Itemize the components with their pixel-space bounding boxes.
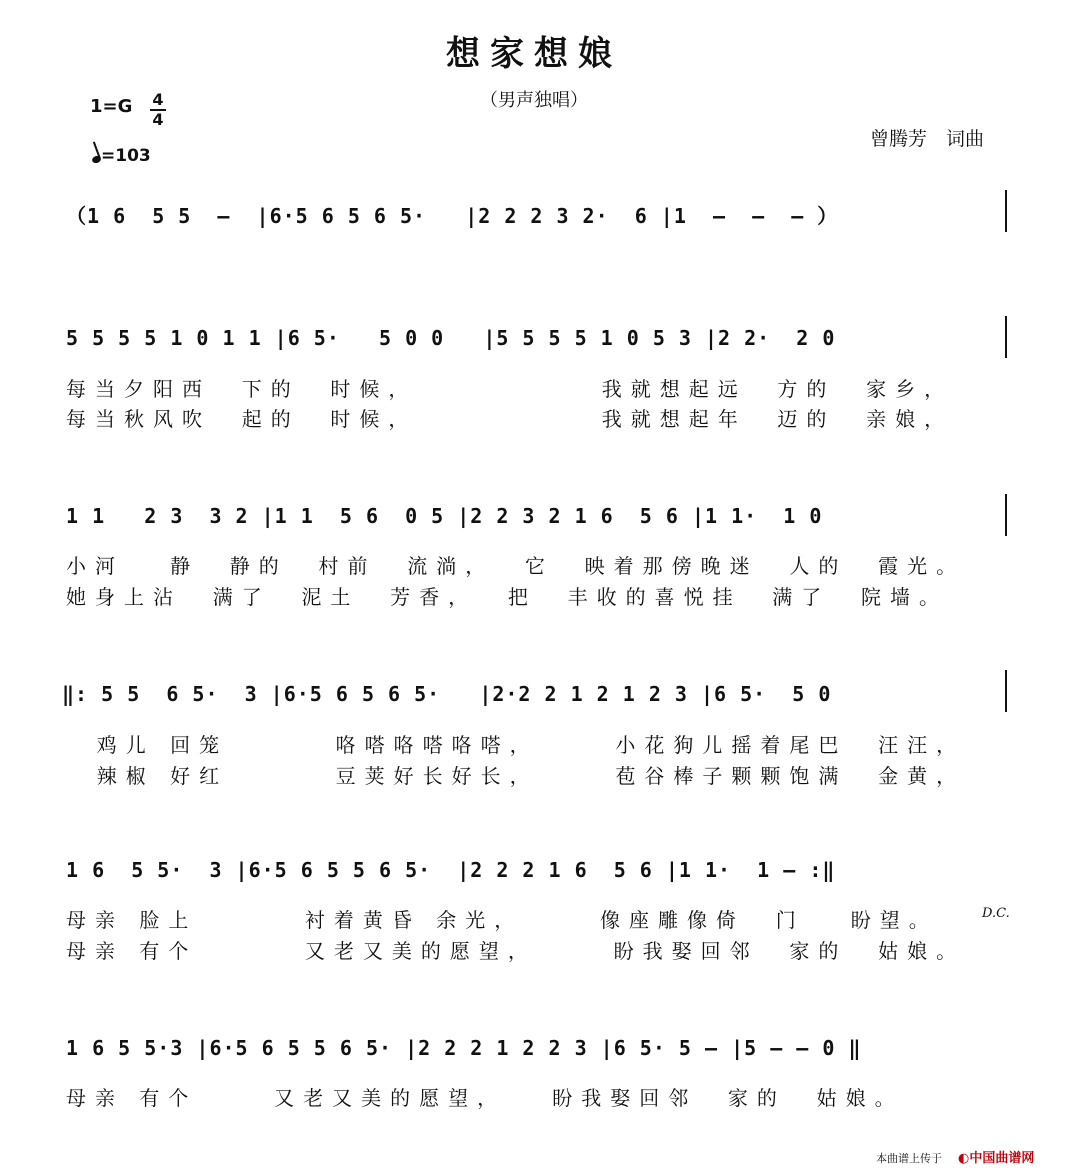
barline-end-4	[1005, 670, 1007, 712]
barline-end-3	[1005, 494, 1007, 536]
footer-upload-note: 本曲谱上传于	[876, 1152, 942, 1165]
notation-line-1: （1 6 5 5 – |6·5 6 5 6 5· |2 2 2 3 2· 6 |1 – – – ）	[66, 204, 839, 228]
footer-brand-logo	[958, 1147, 1034, 1166]
lyric-line-5-verse-2: 母亲 有个 又老又美的愿望， 盼我娶回邻 家的 姑娘。	[66, 939, 966, 963]
song-title: 想家想娘	[446, 34, 622, 74]
composer-credit: 曾腾芳 词曲	[870, 128, 985, 150]
notation-line-3: 1 1 2 3 3 2 |1 1 5 6 0 5 |2 2 3 2 1 6 5 6 |1 1· 1 0	[66, 504, 823, 528]
time-signature-top: 4	[152, 90, 164, 109]
time-signature	[150, 92, 166, 128]
tempo-value: =103	[101, 146, 151, 166]
song-subtitle: （男声独唱）	[480, 90, 588, 111]
lyric-line-5-verse-1: 母亲 脸上 衬着黄昏 余光， 像座雕像倚 门 盼望。	[66, 908, 938, 932]
time-signature-bottom: 4	[152, 110, 164, 129]
barline-end-2	[1005, 316, 1007, 358]
lyric-line-2-verse-1: 每当夕阳西 下的 时候， 我就想起远 方的 家乡，	[66, 377, 954, 401]
key-signature: 1=G	[90, 96, 133, 117]
footer-brand-text: 中国曲谱网	[969, 1151, 1035, 1166]
lyric-line-2-verse-2: 每当秋风吹 起的 时候， 我就想起年 迈的 亲娘，	[66, 407, 954, 431]
lyric-line-3-verse-2: 她身上沾 满了 泥土 芳香， 把 丰收的喜悦挂 满了 院墙。	[66, 585, 949, 609]
lyric-line-6-verse-1: 母亲 有个 又老又美的愿望， 盼我娶回邻 家的 姑娘。	[66, 1086, 904, 1110]
da-capo-marking: D.C.	[982, 906, 1010, 921]
tempo-marking	[92, 146, 151, 166]
barline-end-1	[1005, 190, 1007, 232]
lyric-line-3-verse-1: 小河 静 静的 村前 流淌， 它 映着那傍晚迷 人的 霞光。	[66, 554, 966, 578]
notation-line-4: ‖: 5 5 6 5· 3 |6·5 6 5 6 5· |2·2 2 1 2 1 2 3 |6 5· 5 0	[62, 682, 832, 706]
notation-line-5: 1 6 5 5· 3 |6·5 6 5 5 6 5· |2 2 2 1 6 5 6 |1 1· 1 – :‖	[66, 858, 836, 882]
lyric-line-4-verse-1: 鸡儿 回笼 咯嗒咯嗒咯嗒， 小花狗儿摇着尾巴 汪汪，	[66, 733, 966, 757]
lyric-line-4-verse-2: 辣椒 好红 豆荚好长好长， 苞谷棒子颗颗饱满 金黄，	[66, 764, 966, 788]
notation-line-2: 5 5 5 5 1 0 1 1 |6 5· 5 0 0 |5 5 5 5 1 0 5 3 |2 2· 2 0	[66, 326, 836, 350]
site-logo-icon: ◐	[958, 1151, 970, 1166]
notation-line-6: 1 6 5 5·3 |6·5 6 5 5 6 5· |2 2 2 1 2 2 3 |6 5· 5 – |5 – – 0 ‖	[66, 1036, 862, 1060]
